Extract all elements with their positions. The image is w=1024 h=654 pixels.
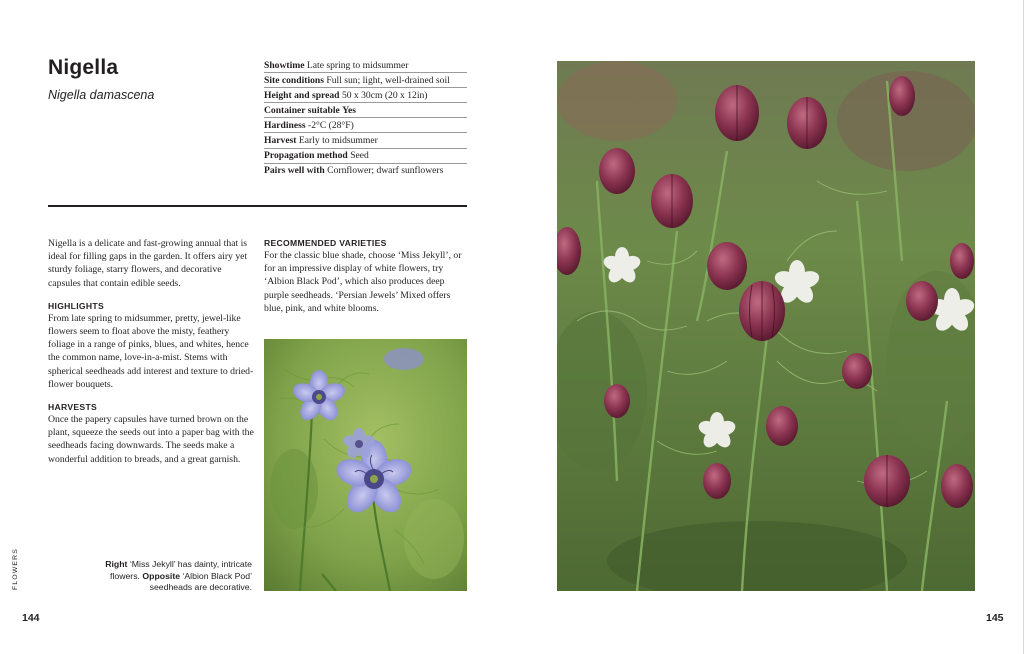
intro-paragraph: Nigella is a delicate and fast-growing annual that is ideal for filling gaps in the garden. It offers airy yet sturdy foliage, starry flowers, and decorative capsules that contain edible seeds.	[48, 238, 248, 289]
fact-label: Hardiness	[264, 119, 306, 131]
fact-label: Height and spread	[264, 89, 340, 101]
fact-row	[264, 118, 467, 133]
fact-row	[264, 73, 467, 88]
seedheads-image	[557, 61, 975, 591]
fact-value: -2°C (28°F)	[308, 119, 354, 131]
left-text-column	[48, 237, 254, 466]
fact-label: Pairs well with	[264, 165, 325, 177]
section-side-label: FLOWERS	[12, 547, 19, 590]
fact-label: Propagation method	[264, 150, 348, 162]
highlights-heading: HIGHLIGHTS	[48, 300, 104, 311]
varieties-heading: RECOMMENDED VARIETIES	[264, 238, 387, 248]
fact-value: Seed	[350, 150, 369, 162]
fact-label: Harvest	[264, 135, 297, 147]
highlights-paragraph: From late spring to midsummer, pretty, jewel-like flowers seem to float above the misty, feathery foliage in a range of pinks, blues, and whites, hence the common name, love-in-a-mist. Stems with spherical seedheads add interest and texture to dried-flower bouquets.	[48, 312, 254, 390]
blue-flowers-image	[264, 339, 467, 591]
fact-value: 50 x 30cm (20 x 12in)	[341, 89, 428, 101]
page-number-right: 145	[986, 612, 1004, 624]
fact-row	[264, 103, 467, 118]
fact-row	[264, 88, 467, 103]
right-text-column	[264, 237, 469, 315]
fact-row	[264, 149, 467, 164]
section-divider	[48, 205, 467, 207]
latin-name: Nigella damascena	[48, 88, 155, 102]
page-title: Nigella	[48, 56, 119, 79]
fact-label: Site conditions	[264, 74, 324, 86]
fact-label: Container suitable	[264, 104, 340, 116]
page-number-left: 144	[22, 612, 40, 624]
varieties-paragraph: For the classic blue shade, choose ‘Miss Jekyll’, or for an impressive display of white flowers, try ‘Albion Black Pod’, which also produces deep purple seedheads. ‘Persian Jewels’ Mixed offers blue, pink, and white blooms.	[264, 250, 462, 314]
miss-jekyll-photo	[264, 339, 467, 591]
albion-black-pod-photo	[557, 61, 975, 591]
fact-row	[264, 164, 467, 178]
fact-value: Early to midsummer	[298, 135, 378, 147]
harvests-heading: HARVESTS	[48, 402, 98, 413]
harvests-paragraph: Once the papery capsules have turned brown on the plant, squeeze the seeds out into a paper bag with the seedheads facing downwards. The seeds make a wonderful addition to breads, and a great garnish.	[48, 414, 254, 465]
fact-value: Full sun; light, well-drained soil	[326, 74, 450, 86]
caption-right-text: ‘Miss Jekyll’ has dainty, intricate flowers.	[110, 559, 252, 581]
facts-table	[264, 58, 467, 178]
photo-caption	[96, 559, 252, 594]
caption-opposite-label: Opposite	[142, 570, 181, 581]
caption-opposite-text: ‘Albion Black Pod’ seedheads are decorative.	[149, 570, 252, 593]
fact-value: Late spring to midsummer	[306, 59, 409, 71]
fact-label: Showtime	[264, 59, 305, 71]
caption-right-label: Right	[105, 559, 128, 569]
fact-row	[264, 58, 467, 73]
fact-value: Yes	[342, 104, 357, 116]
fact-value: Cornflower; dwarf sunflowers	[327, 165, 444, 177]
fact-row	[264, 133, 467, 148]
